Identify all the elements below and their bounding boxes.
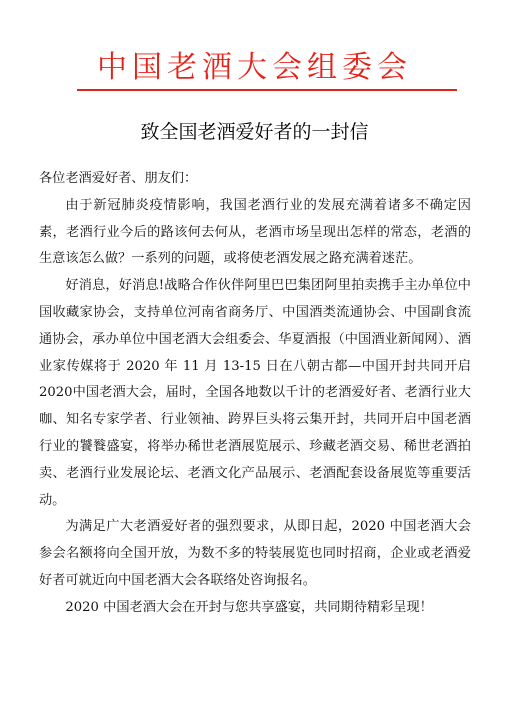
letterhead-red-rule — [77, 89, 457, 91]
paragraph-closing: 2020 中国老酒大会在开封与您共享盛宴，共同期待精彩呈现！ — [65, 599, 433, 615]
letterhead-org-name: 中国老酒大会组委会 — [97, 50, 412, 85]
paragraph-registration: 为满足广大老酒爱好者的强烈要求，从即日起，2020 中国老酒大会参会名额将向全国开放，为数不多的特装展览也同时招商，企业或老酒爱好者可就近向中国老酒大会各联络处咨询报名。 — [39, 519, 471, 588]
paragraph-event-announcement: 好消息，好消息!战略合作伙伴阿里巴巴集团阿里拍卖携手主办单位中国收藏家协会，支持单位河南省商务厅、中国酒类流通协会、中国副食流通协会，承办单位中国老酒大会组委会、华夏酒报（中国酒业新闻网）、酒业家传媒将于 2020 年 11 月 13-15 日在八朝古都—中国开封共同开启2020中国老酒大会，届时，全国各地数以千计的老酒爱好者、老酒行业大咖、知名专家学者、行业领袖、跨界巨头将云集开封，共同开启中国老酒行业的饕餮盛宴，将举办稀世老酒展览展示、珍藏老酒交易、稀世老酒拍卖、老酒行业发展论坛、老酒文化产品展示、老酒配套设备展览等重要活动。 — [39, 278, 471, 508]
paragraph-epidemic-impact: 由于新冠肺炎疫情影响，我国老酒行业的发展充满着诸多不确定因素，老酒行业今后的路该何去何从，老酒市场呈现出怎样的常态，老酒的生意该怎么做？一系列的问题，或将使老酒发展之路充满着迷茫。 — [39, 197, 471, 267]
letter-title: 致全国老酒爱好者的一封信 — [140, 121, 369, 143]
greeting-line: 各位老酒爱好者、朋友们： — [39, 171, 198, 186]
letter-body — [39, 166, 471, 622]
